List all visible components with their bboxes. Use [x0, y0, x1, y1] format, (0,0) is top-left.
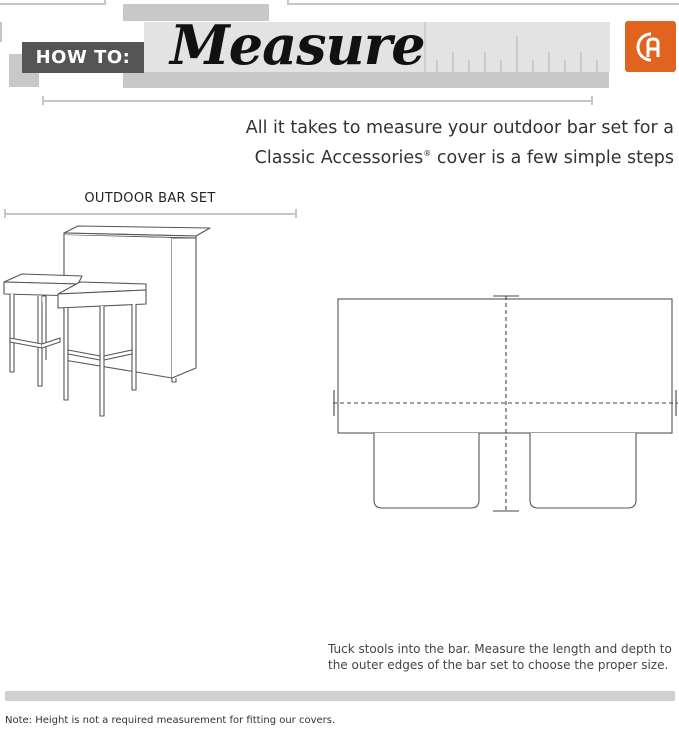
bar-set-illustration	[0, 220, 220, 420]
stool-outline-left	[374, 433, 479, 508]
bar-outline	[338, 299, 672, 433]
page-title: Measure	[170, 13, 425, 77]
intro-line-2	[204, 141, 674, 171]
classic-accessories-logo-icon	[625, 21, 676, 72]
stool-outline-right	[530, 433, 636, 508]
intro-text	[204, 116, 674, 171]
left-vertical-rule	[0, 22, 2, 42]
footer-gray-bar	[5, 691, 675, 701]
instructions-text: Tuck stools into the bar. Measure the length and depth to the outer edges of the bar set to choose the proper size.	[328, 642, 672, 672]
top-right-rule-tick	[287, 0, 289, 5]
top-left-rule	[0, 3, 106, 5]
logo-mark-icon	[634, 30, 668, 64]
intro-line-1: All it takes to measure your outdoor bar set for a	[245, 118, 674, 138]
lower-rule-tick-left	[42, 96, 44, 105]
label-rule	[4, 213, 297, 215]
how-to-label: HOW TO:	[22, 42, 144, 73]
registered-mark: ®	[423, 149, 432, 158]
measurement-diagram	[325, 290, 679, 520]
outdoor-bar-set-label: OUTDOOR BAR SET	[84, 191, 216, 206]
height-note: Note: Height is not a required measurement for fitting our covers.	[5, 715, 336, 726]
lower-rule	[42, 100, 593, 102]
label-rule-tick-left	[4, 209, 6, 218]
brand-name: Classic Accessories	[254, 147, 424, 168]
intro-line-2-rest: cover is a few simple steps	[431, 147, 674, 168]
label-rule-tick-right	[295, 209, 297, 218]
top-right-rule	[287, 3, 679, 5]
lower-rule-tick-right	[591, 96, 593, 105]
top-left-rule-tick	[104, 0, 106, 5]
